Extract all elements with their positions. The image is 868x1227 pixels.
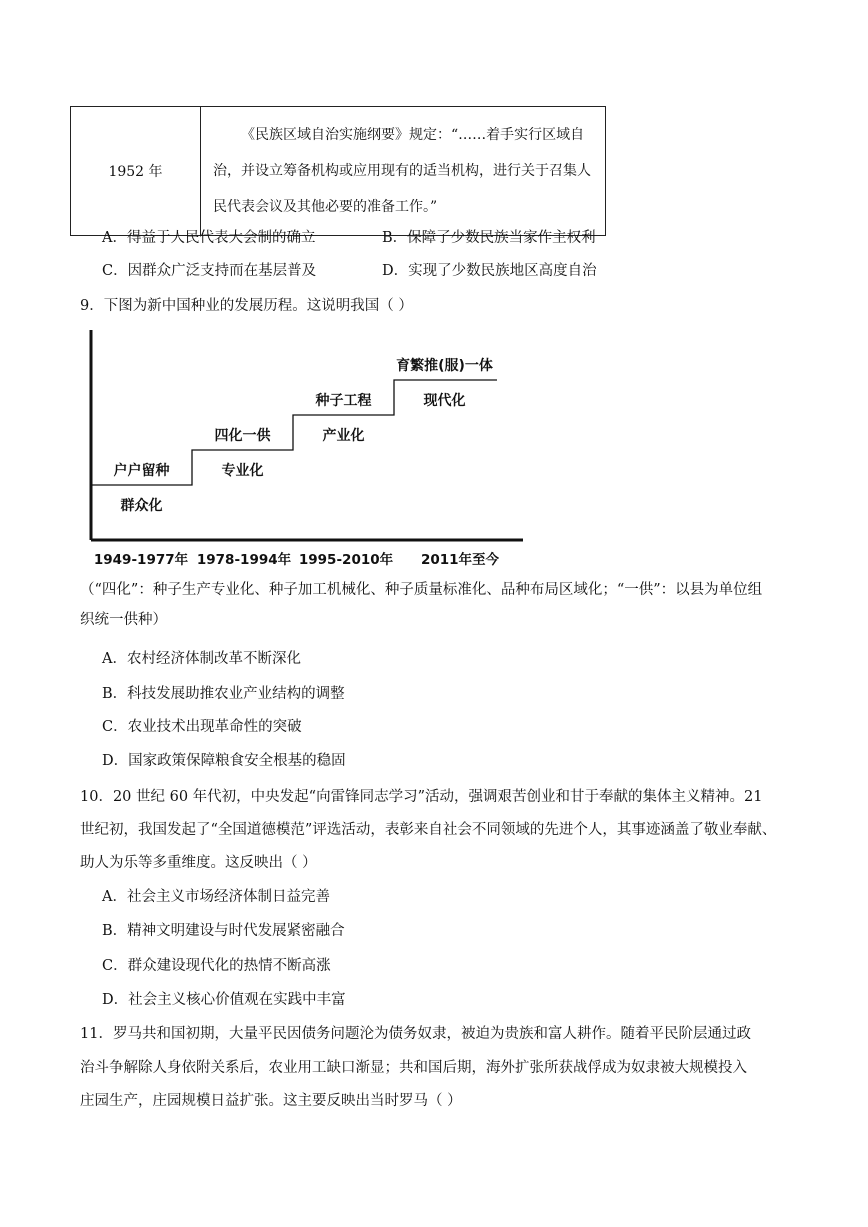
- q8-option-c[interactable]: C．因群众广泛支持而在基层普及: [102, 263, 317, 279]
- q8-option-d[interactable]: D．实现了少数民族地区高度自治: [382, 263, 597, 279]
- x-tick-label: 2011年至今: [420, 552, 500, 568]
- q10-stem-line1: 10．20 世纪 60 年代初，中央发起“向雷锋同志学习”活动，强调艰苦创业和甘于奉献的集体主义精神。21: [80, 789, 763, 805]
- q9-option-a[interactable]: A．农村经济体制改革不断深化: [102, 651, 301, 667]
- q9-option-d[interactable]: D．国家政策保障粮食安全根基的稳固: [102, 753, 346, 769]
- stage-lower-label: 现代化: [423, 393, 466, 409]
- q9-option-c[interactable]: C．农业技术出现革命性的突破: [102, 719, 302, 735]
- stage-upper-label: 育繁推(服)一体: [396, 358, 493, 374]
- stage-lower-label: 产业化: [322, 428, 365, 444]
- q10-option-a[interactable]: A．社会主义市场经济体制日益完善: [102, 889, 330, 905]
- q10-option-b[interactable]: B．精神文明建设与时代发展紧密融合: [102, 923, 345, 939]
- q11-stem-line1: 11．罗马共和国初期，大量平民因债务问题沦为债务奴隶，被迫为贵族和富人耕作。随着平民阶层通过政: [80, 1026, 751, 1042]
- q9-note-line2: 织统一供种）: [80, 612, 167, 628]
- q11-stem-line3: 庄园生产，庄园规模日益扩张。这主要反映出当时罗马（ ）: [80, 1093, 462, 1109]
- q9-option-b[interactable]: B．科技发展助推农业产业结构的调整: [102, 686, 345, 702]
- q8-material-table: [70, 106, 606, 236]
- q10-stem-line2: 世纪初，我国发起了“全国道德模范”评选活动，表彰来自社会不同领域的先进个人，其事迹涵盖了敬业奉献、: [80, 822, 777, 838]
- stage-upper-label: 户户留种: [113, 463, 170, 479]
- q10-stem-line3: 助人为乐等多重维度。这反映出（ ）: [80, 855, 317, 871]
- q8-option-b[interactable]: B．保障了少数民族当家作主权利: [382, 230, 596, 246]
- q9-note-line1: （“四化”：种子生产专业化、种子加工机械化、种子质量标准化、品种布局区域化；“一供”：以县为单位组: [80, 582, 763, 598]
- x-tick-label: 1995-2010年: [298, 552, 394, 568]
- x-tick-label: 1978-1994年: [196, 552, 292, 568]
- table-year-cell: 1952 年: [71, 107, 201, 236]
- stage-upper-label: 四化一供: [214, 428, 271, 444]
- q10-option-c[interactable]: C．群众建设现代化的热情不断高涨: [102, 958, 331, 974]
- table-text-cell: 《民族区域自治实施纲要》规定：“……着手实行区域自治，并设立筹备机构或应用现有的适当机构，进行关于召集人民代表会议及其他必要的准备工作。”: [201, 107, 606, 236]
- x-tick-label: 1949-1977年: [93, 552, 189, 568]
- stage-upper-label: 种子工程: [315, 393, 372, 409]
- q11-stem-line2: 治斗争解除人身依附关系后，农业用工缺口渐显；共和国后期，海外扩张所获战俘成为奴隶被大规模投入: [80, 1060, 747, 1076]
- q8-option-a[interactable]: A．得益于人民代表大会制的确立: [102, 230, 316, 246]
- q9-stem: 9．下图为新中国种业的发展历程。这说明我国（ ）: [80, 298, 413, 314]
- q10-option-d[interactable]: D．社会主义核心价值观在实践中丰富: [102, 992, 346, 1008]
- stage-lower-label: 专业化: [221, 463, 264, 479]
- stage-lower-label: 群众化: [120, 498, 163, 514]
- seed-industry-step-chart: [80, 326, 540, 572]
